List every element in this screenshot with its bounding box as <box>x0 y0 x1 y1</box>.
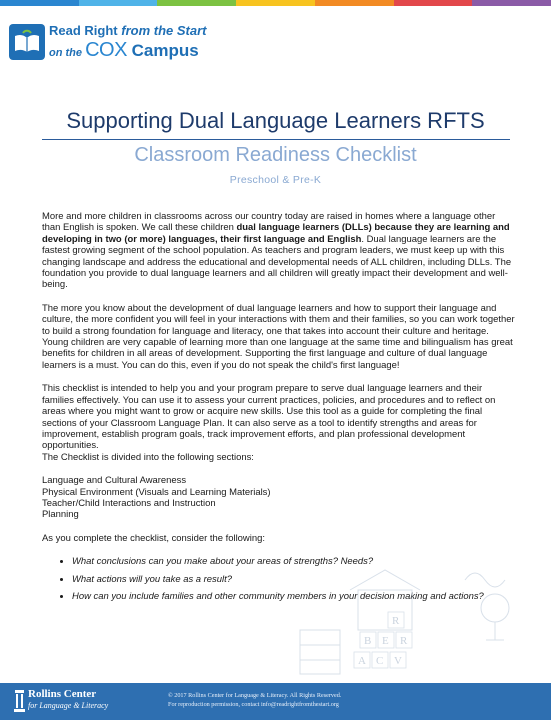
stripe-red <box>394 0 473 6</box>
footer-copyright-block <box>168 691 428 709</box>
logo-tagline <box>49 23 206 38</box>
purpose-paragraph: This checklist is intended to help you and your program prepare to serve dual language learners and their families effectively. You can use it to assess your current practices, policies, and procedures and to reflect on areas where you might want to grow or acquire new skills. Use this tool as a guide for completing the final sections of your Classroom Language Plan. It can also serve as a tool to identify strengths and areas for improvement, establish program goals, track improvement efforts, and plan professional development opportunities. <box>42 383 496 452</box>
rollins-center-logo <box>14 688 124 716</box>
grade-level: Preschool & Pre-K <box>229 174 322 186</box>
letter-block: R <box>392 615 400 627</box>
letter-block: B <box>364 635 372 647</box>
intro-paragraph <box>42 211 516 291</box>
pillar-icon <box>14 690 25 712</box>
copyright-text: © 2017 Rollins Center for Language & Literacy. All Rights Reserved. <box>168 692 342 699</box>
page-footer <box>0 683 551 720</box>
letter-block: C <box>376 655 384 667</box>
letter-block: V <box>394 655 402 667</box>
document-title: Supporting Dual Language Learners RFTS <box>66 108 485 133</box>
question-item: • What conclusions can you make about your areas of strengths? Needs? <box>72 556 516 567</box>
letter-block: E <box>382 635 389 647</box>
intro-text-bold: dual language learners (DLLs) because they are learning and developing in two (or more) languages, their first language and English <box>42 222 510 245</box>
development-paragraph: The more you know about the development of dual language learners and how to support their language and culture, the more confident you will feel in your interactions with them and their families, so you can work together to build a strong foundation for language and literacy, one that takes into account their culture and heritage. Young children are very capable of learning more than one language at the same time and bilingualism has great benefits for children in all areas of development. Supporting the first language and culture of dual language learners is a must. You can do this, even if you do not speak the child's first language! <box>42 302 515 371</box>
question-item: • What actions will you take as a result? <box>72 574 516 585</box>
section-list <box>42 475 516 521</box>
logo-campus-line <box>49 39 199 62</box>
section-item: Physical Environment (Visuals and Learning Materials) <box>42 486 271 498</box>
section-item: Planning <box>42 509 79 521</box>
question-item: • How can you include families and other community members in your decision making and actions? <box>72 591 516 602</box>
logo-text-campus: Campus <box>126 41 199 60</box>
document-subtitle: Classroom Readiness Checklist <box>134 144 417 166</box>
permission-text: For reproduction permission, contact info@readrightfromthestart.org <box>168 701 339 708</box>
sections-intro: The Checklist is divided into the following sections: <box>42 451 254 463</box>
org-subtitle: for Language & Literacy <box>28 701 109 710</box>
stripe-orange <box>315 0 394 6</box>
stripe-lightblue <box>79 0 158 6</box>
consider-intro: As you complete the checklist, consider the following: <box>42 532 265 544</box>
org-name: Rollins Center <box>28 688 97 700</box>
checklist-purpose <box>42 383 516 463</box>
title-divider <box>42 139 510 140</box>
stripe-yellow <box>236 0 315 6</box>
section-item: Language and Cultural Awareness <box>42 475 187 487</box>
section-item: Teacher/Child Interactions and Instruction <box>42 497 216 509</box>
intro-text-a: More and more children in classrooms across our country today are raised in homes where a language other than English is spoken. We call these children <box>42 211 496 234</box>
letter-block: R <box>400 635 408 647</box>
open-book-icon <box>9 24 45 60</box>
logo-text-on-the: on the <box>49 47 86 59</box>
document-body <box>42 211 516 608</box>
intro-text-c: . Dual language learners are the fastest growing segment of the school population. As teachers and program leaders, we must keep up with this changing landscape and address the educational and developmental needs of ALL children, including DLLs. The foundation you provide to dual language learners and all children will greatly impact their development and well-being. <box>42 233 512 291</box>
logo-text-from-start: from the Start <box>121 23 207 38</box>
stripe-green <box>157 0 236 6</box>
logo-text-cox: COX <box>85 39 127 61</box>
stripe-blue <box>0 0 79 6</box>
letter-block: A <box>358 655 366 667</box>
rfts-logo <box>9 20 239 64</box>
logo-text-read-right: Read Right <box>49 23 122 38</box>
stripe-purple <box>472 0 551 6</box>
classroom-illustration <box>290 560 530 680</box>
color-stripe-bar <box>0 0 551 6</box>
